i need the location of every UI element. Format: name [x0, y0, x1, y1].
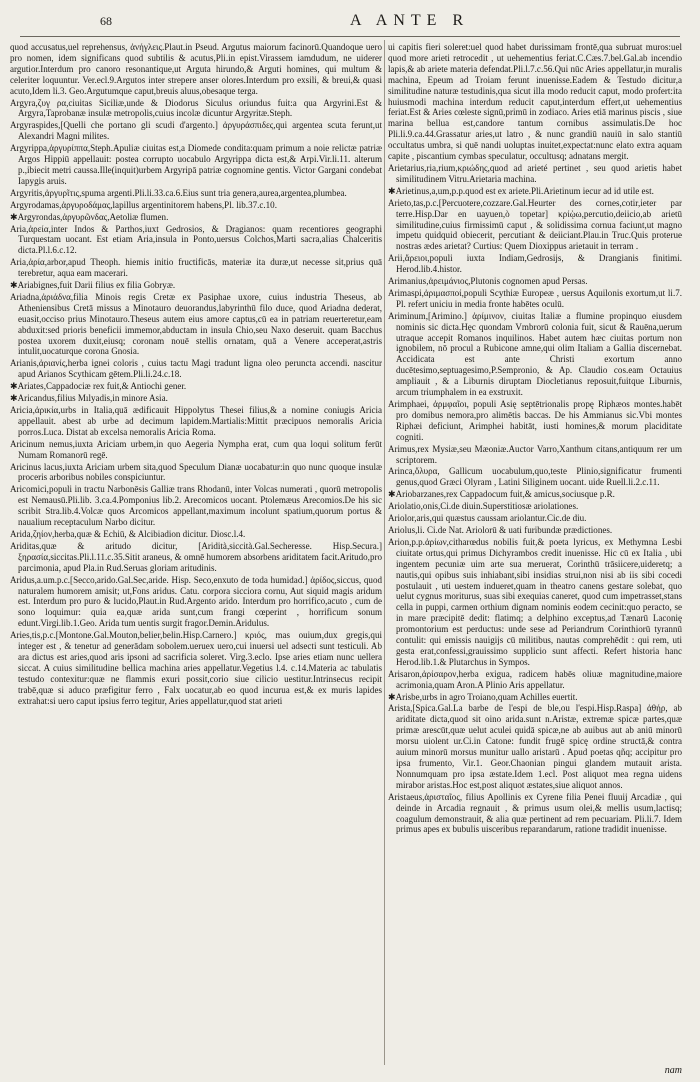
dictionary-entry: Arinca,ὄλυρα, Gallicum uocabulum,quo,teste Plinio,significatur frumenti genus,quod Græci Olyram , Latini Siliginem uocant. uide Ruell.li.2.c.11. [388, 466, 682, 488]
dictionary-entry: Argyrodamas,ἀργυροδάμας,lapillus argentinitorem habens,Pl. lib.37.c.10. [10, 199, 277, 210]
dictionary-entry: ✱Arisbe,urbs in agro Troiano,quam Achilles euertit. [388, 691, 578, 702]
dictionary-entry: ✱Ariobarzanes,rex Cappadocum fuit,& amicus,sociusque p.R. [388, 489, 615, 500]
dictionary-entry: Arion,p.p.ἀρίων,citharœdus nobilis fuit,& poeta lyricus, ex Methymna Lesbi ciuitate ortus,qui primus Dichyrambos credit inuenisse. Hic cū ex Italia , ubi ingentem pecuniæ uim arte sua meruerat, Corinthū trāsiicere,uideretq; a nautis,qui opibus suis inhiabant,sibi insidias strui,non nisi ab iis sibi cocedi postulauit , uti uestem indueret,quam in theatro canens gestare solebat, quo uelut cygnus moriturus, suas sibi exequias caneret, quod cum impetrasset,stans cella in puppi, carmen orthium dignam nominis eodem cecinit:quo peracto, se in mare præcipitē dedit: flatimq; a delphino exceptus,ad Tænarū Laconię promontorium est perductus: unde sese ad Periandrum Corinthiorū tyrannū contulit: qui emissis nauigijs cū militibus, nautas comprehēdit : qui rem, uti gesta erat,confessi,grauissimo supplicio sunt affecti. Refert historia hanc Herod.lib.1.& Plutarchus in Sympos. [388, 536, 682, 667]
dictionary-entry: Argyritis,ἀργυρῖτις,spuma argenti.Pli.li.33.ca.6.Eius sunt tria genera,aurea,argentea,plumbea. [10, 187, 347, 198]
dictionary-entry: ✱Ariabignes,fuit Darii filius ex filia Gobryæ. [10, 280, 176, 291]
dictionary-entry: Aria,ἀρία,arbor,apud Theoph. hiemis initio fructificās, materiæ ita duræ,ut necesse sit,prius quā terebretur, aqua eam macerari. [10, 257, 382, 279]
page-number: 68 [100, 14, 112, 28]
page-header [20, 12, 680, 37]
dictionary-entry: Arii,ἄρειοι,populi iuxta Indiam,Gedrosijs, & Drangianis finitimi. Herod.lib.4.histor. [388, 253, 682, 275]
running-title: A ANTE R [350, 12, 470, 29]
dictionary-entry: ✱Ariates,Cappadociæ rex fuit,& Antiochi gener. [10, 381, 187, 392]
dictionary-entry: Aricinum nemus,iuxta Ariciam urbem,in quo Aegeria Nympha erat, cum qua loqui solitum ferūt Numam Romanorū regē. [10, 438, 382, 460]
dictionary-entry: Ariolatio,onis,Ci.de diuin.Superstitiosæ ariolationes. [388, 501, 579, 512]
dictionary-entry: ✱Arietinus,a,um,p.p.quod est ex ariete.Pli.Arietinum iecur ad id utile est. [388, 185, 654, 196]
dictionary-entry: Arimphaei, ἀρμφαῖοι, populi Asię septētrionalis propę Riphæos montes.habēt pro domibus nemora,pro alimētis baccas. De his Ammianus sic.Vbi montes Riphæi deficiunt, Arimphei habitāt, iusti homines,& morum placiditate cogniti. [388, 399, 682, 442]
column-divider [384, 40, 385, 1065]
dictionary-entry: ✱Aricandus,filius Mılyadis,in minore Asia. [10, 393, 168, 404]
dictionary-entry: Aricomici,populi in tractu Narbonēsis Galliæ trans Rhodanū, inter Volcas numerati , quorū metropolis est Nemausū.Pli.lib. 3.ca.4.Pomponius lib.2. Arecomicos uocant. Ptolemæus Arecomios.De his sic scribit Stra.lib.4.Volcæ quos Arcomicos appellant,maximum incolunt spatium,quorum portus & naualium receptaculum Narbo dicitur. [10, 484, 382, 528]
dictionary-entry: Aridus,a.um.p.c.[Secco,arido.Gal.Sec,aride. Hisp. Seco,enxuto de toda humidad.] ἀρίδος,siccus, quod naturalem humorem amisit; ut,Fons aridus. Catu. corpora sicciora cornu, Aut siquid magis aridum est. Interdum pro puro & lucido,Plaut.in Rud.Argento arido. Interdum pro horrifico,acuto , cum de sono loquimur: quia ea,quæ arida sunt,cum frangi cœperint , horrificum sonum edunt.Virgi.lib.1.Geo. Arida tum uentis surgit fragor.Demin.Aridulus. [10, 574, 382, 629]
dictionary-entry: Aries,tis,p.c.[Montone.Gal.Mouton,belier,belin.Hisp.Carnero.] κριός, mas ouium,dux gregis,qui integer est , & tenetur ad generādam sobolem.uerueх uero,cui inuersi uel adsecti sunt testiculi. Ab ara dictus est aries,quod aris ipsoni ad sacrificia soleret. Virg.3.eclo. Ipse aries etiam nunc uellera siccat. A cuius similitudine bellica machina aries appellatur.Vegetius l.4. c.14.Materia ac tabulatis testudo contexitur:quæ ne flammis exuri possit,corio siue cilicio uestitur.Intrinsecus recipit trabē,quæ si aduco præfigitur ferro , Falx uocatur,ab eo quod incurua est,& ex muris lapides extrahat:si uero caput ipsius ferro tegitur, Aries appellatur,quod stat arieti [10, 630, 382, 706]
dictionary-entry: Arimanius,ἀρειμάνιος,Plutonis cognomen apud Persas. [388, 276, 588, 287]
right-column [388, 42, 682, 836]
dictionary-entry: Aricia,ἀρικία,urbs in Italia,quā ædificauit Hippolytus Thesei filius,& a nomine coniugis Aricia appellauit. abest ab urbe ad decimum lapidem.Martialis:Mittit præcipuos nemoralis Aricia porros.Luca. Distat ab excelsa nemoralis Aricia Roma. [10, 405, 382, 437]
dictionary-entry: Argyrippa,ἀργυρίππα,Steph.Apuliæ ciuitas est,a Diomede condita:quam primum a noie relictæ patriæ Argos Hippiū appellauit: postea corrupto uocabulo Argyrippa dicta est,& Arpi.Vir.li.11. alterum p.,ibiecit metri caussa.Ille(inquit)urbem Argyripā patriæ cognomine gentis. Victor Gargani condebat Iapygis aruis. [10, 143, 382, 186]
dictionary-entry: Aricinus lacus,iuxta Ariciam urbem sita,quod Speculum Dianæ uocabatur:in quo nunc quoque insulæ proceris arboribus nobiles conspiciuntur. [10, 461, 382, 483]
dictionary-entry: Ariolus,li. Ci.de Nat. Ariolorū & uati furibundæ prædictiones. [388, 524, 613, 535]
dictionary-entry: Arianis,ἀριανίς,herba ignei coloris , cuius tactu Magi tradunt ligna oleo peruncta accendi. nascitur apud Arianos Scythicam gētem.Pli.li.24.c.18. [10, 358, 382, 380]
dictionary-entry: Arietarius,ria,rium,κριώδης,quod ad arieté pertinet , seu quod arietis habet similitudinem Vitru.Arietaria machina. [388, 162, 682, 184]
dictionary-entry: Argyra,ζυγ ρα,ciuitas Siciliæ,unde & Diodorus Siculus oriundus fuit:a qua Argyrini.Est & Argyra,Taprobanæ insulæ metropolis,cuius incolæ dicuntur Argyritæ.Steph. [10, 97, 382, 119]
left-column [10, 42, 382, 707]
dictionary-entry: Arimaspi,ἀριμασποί,populi Scythiæ Europeæ , uersus Aquilonis exortum,ut li.7. Pl. refert uniciu in media fronte habētes oculū. [388, 287, 682, 309]
continued-text: ui capitis fieri soleret:uel quod habet durissimam frontē,qua subruat muros:uel quod more arieti retrocedit , ut uehementius feriat.C.Cæs.7.bel.Gal.ab incendio lapis,& ab ariete materia defendat.Pli.l.7.c.56.Qui nūc Aries appellatur,in muralis machina, Epeum ad Troiam ferunt inuenisse.Eadem & Testudo dicitur,a similitudine naturæ testudinis,qua sicut illa modo reducit caput, modo profert:ita huiusmodi machina interdum reducit caput,interdum effert,ut uehementius feriat.Est & Aries cœleste signū,primū in zodiaco. Aries etiā marinus piscis , siue marina bellua est,candore tantum cornibus assimulatis.De hoc Pli.li.9.ca.44.Grassatur aries,ut latro , & nunc grandiū nauiū in salo stantiū occultatus umbra, si quē nandi uoluptas inuitet,expectat:nunc elato extra aquam capite , piscantium cymbas speculatur, occultusq; adnatans mergit. [388, 42, 682, 162]
dictionary-entry: Arida,ζηίον,herba,quæ & Echiū, & Alcibiadion dicitur. Diosc.l.4. [10, 528, 246, 539]
dictionary-entry: Arisaron,ἀρίσαρον,herba exigua, radicem habēs oliuæ magnitudine,maiore acrimonia,quam Aron.A Plinio Aris appellatur. [388, 668, 682, 690]
dictionary-entry: ✱Argyrondas,ἀργυρῶνδας,Aetoliæ flumen. [10, 211, 169, 222]
dictionary-entry: Arista,[Spica.Gal.La barbe de l'espi de ble,ou l'espi.Hisp.Raspa] ἀθήρ, ab ariditate dicta,quod sit oino arida.sunt n.Aristæ, extremæ spicæ partes,quæ primæ arescūt,quæ uelut aculei quidā spicæ,ne ab auibus aut ab aniū minorū morsu uiolent ur.Ci.in Catone: fundit frugē spicę ordine structā,& contra auium minorū morsus munitur uallo aristarū . Apud poetas qñq; accipitur pro ipsa frumento, Vir.1. Geor.Chaonian pingui glandem mutauit arista. Nonnumquam pro ipsa æstate.Idem 1.ecl. Post aliquot mea regna uidens mirabor aristas.Hoc est,post aliquot æstates,siue aliquot annos. [388, 703, 682, 790]
dictionary-entry: Ariadna,ἀριάδνα,filia Minois regis Cretæ ex Pasiphae uxore, cuius industria Theseus, ab Atheniensibus Cretā missus a Minotauro deuorandus,labyrinthū filo duce, quod Ariadna dederat, euasit,occiso prius Minotauro.Theseus autem eius amore captus,cū ea in patriam reuerteretur,eam abduxit:sed prioris beneficii immemor,abductam in insula Chio,seu Naxo deseruit. quam Bacchus postea uxorem duxit,eiusq; coronam nouē stellis ornatam, quā a Venere acceperat,astris intulit,uocaturque corona Gnosia. [10, 291, 382, 357]
dictionary-entry: Aria,ἀρεία,inter Indos & Parthos,iuxt Gedrosios, & Dragianos: quam recentiores geographi Turquestam uocant. Est etiam Aria,insula in Ponto,uersus Colchos,Marti sacra,alias Chalceritis dicta.Pl.l.6.c.12. [10, 223, 382, 256]
catchword: nam [664, 1065, 682, 1076]
dictionary-entry: Ariminum,[Arimino.] ἀρίμινον, ciuitas Italiæ a flumine propinquo eiusdem nominis sic dicta.Hęc quondam Vmbrorū colonia fuit, sicut & Rauēna,uerum utraque accepit Romanos inquilinos. Habet autem hæc ciuitas portum non ignobilem, nō procul a Rubicone amne,qui olim Italiam a Gallia discernebat. Accidicata est ante Christi exortum anno ducētesimo,septuagesimo,P.Sempronio, & Ap. Claudio cos.eam Octauius ampliauit , & a Liburnis diruptam Diocletianus reposuit,fuitque Liburnis, arcum triumphalem in ea exstruxit. [388, 310, 682, 398]
dictionary-entry: Ariditas,quæ & aritudo dicitur, [Aridità,siccità.Gal.Secheresse. Hisp.Secura.] ξηρασία,siccitas.Pli.l.11.c.35.Sitit araneus, & omnē humorem absorbens ariditatem facit.Aritudo,pro parcimonia, apud Pla.in Rud.Seruas gloriam aritudinis. [10, 540, 382, 573]
dictionary-entry: Aristaeus,ἀρισταῖος, filius Apollinis ex Cyrene filia Penei fluuij Arcadiæ , qui deinde in Arcadia regnauit , & primus usum olei,& mellis usum,lactisq; coagulum demonstrauit, & alia quæ pertinent ad rem pecuariam. Pli.li.7. Idem primus apes ex bubulis uisceribus reparandarum, ratione tradidit inuenisse. [388, 791, 682, 835]
dictionary-entry: Arieto,tas,p.c.[Percuotere,cozzare.Gal.Heurter des cornes,cotir,ieter par terre.Hisp.Dar en uayuen,ò topetar] κρίῲω,percutio,deiicio,ab arietū similitudine,cuius firmissimū caput , & solidissima cornua faciunt,ut magno impetu quidquid obiecerit, percutiant & deiiciant.Plau.in Truc.Quis proterue nostras ædes arietat? Curtius: Quem Dioxippus arietauit in terram . [388, 197, 682, 252]
dictionary-entry: Argyraspides,[Quelli che portano gli scudi d'argento.] ἀργυράσπιδες,qui argentea scuta ferunt,ut Alexandri Magni milites. [10, 120, 382, 142]
continued-text: quod accusatus,uel reprehensus, ἀνήγλεις.Plaut.in Pseud. Argutus maiorum facinorū.Quandoque uero pro nomen, idem significans quod subtilis & acutus,Pli.in epist.Virassem iamdudum, ne uiderer argutior.Interdum pro canoro resonantique,ut Arguta hirundo,& Arguti homines, qui multum & celeriter loquuntur. Ver.ecl.9.Argutos inter strepere anser olores.Interdum pro exsili, & breui,& quasi acuto,Idem li.3. Geo.Argutumque caput,breuis aluus,obesaque terga. [10, 42, 382, 96]
dictionary-entry: Arimus,rex Mysiæ,seu Mæoniæ.Auctor Varro,Xanthum citans,antiquum rer um scriptorem. [388, 443, 682, 465]
dictionary-entry: Ariolor,aris,qui quæstus caussam ariolantur.Cic.de diu. [388, 513, 587, 524]
